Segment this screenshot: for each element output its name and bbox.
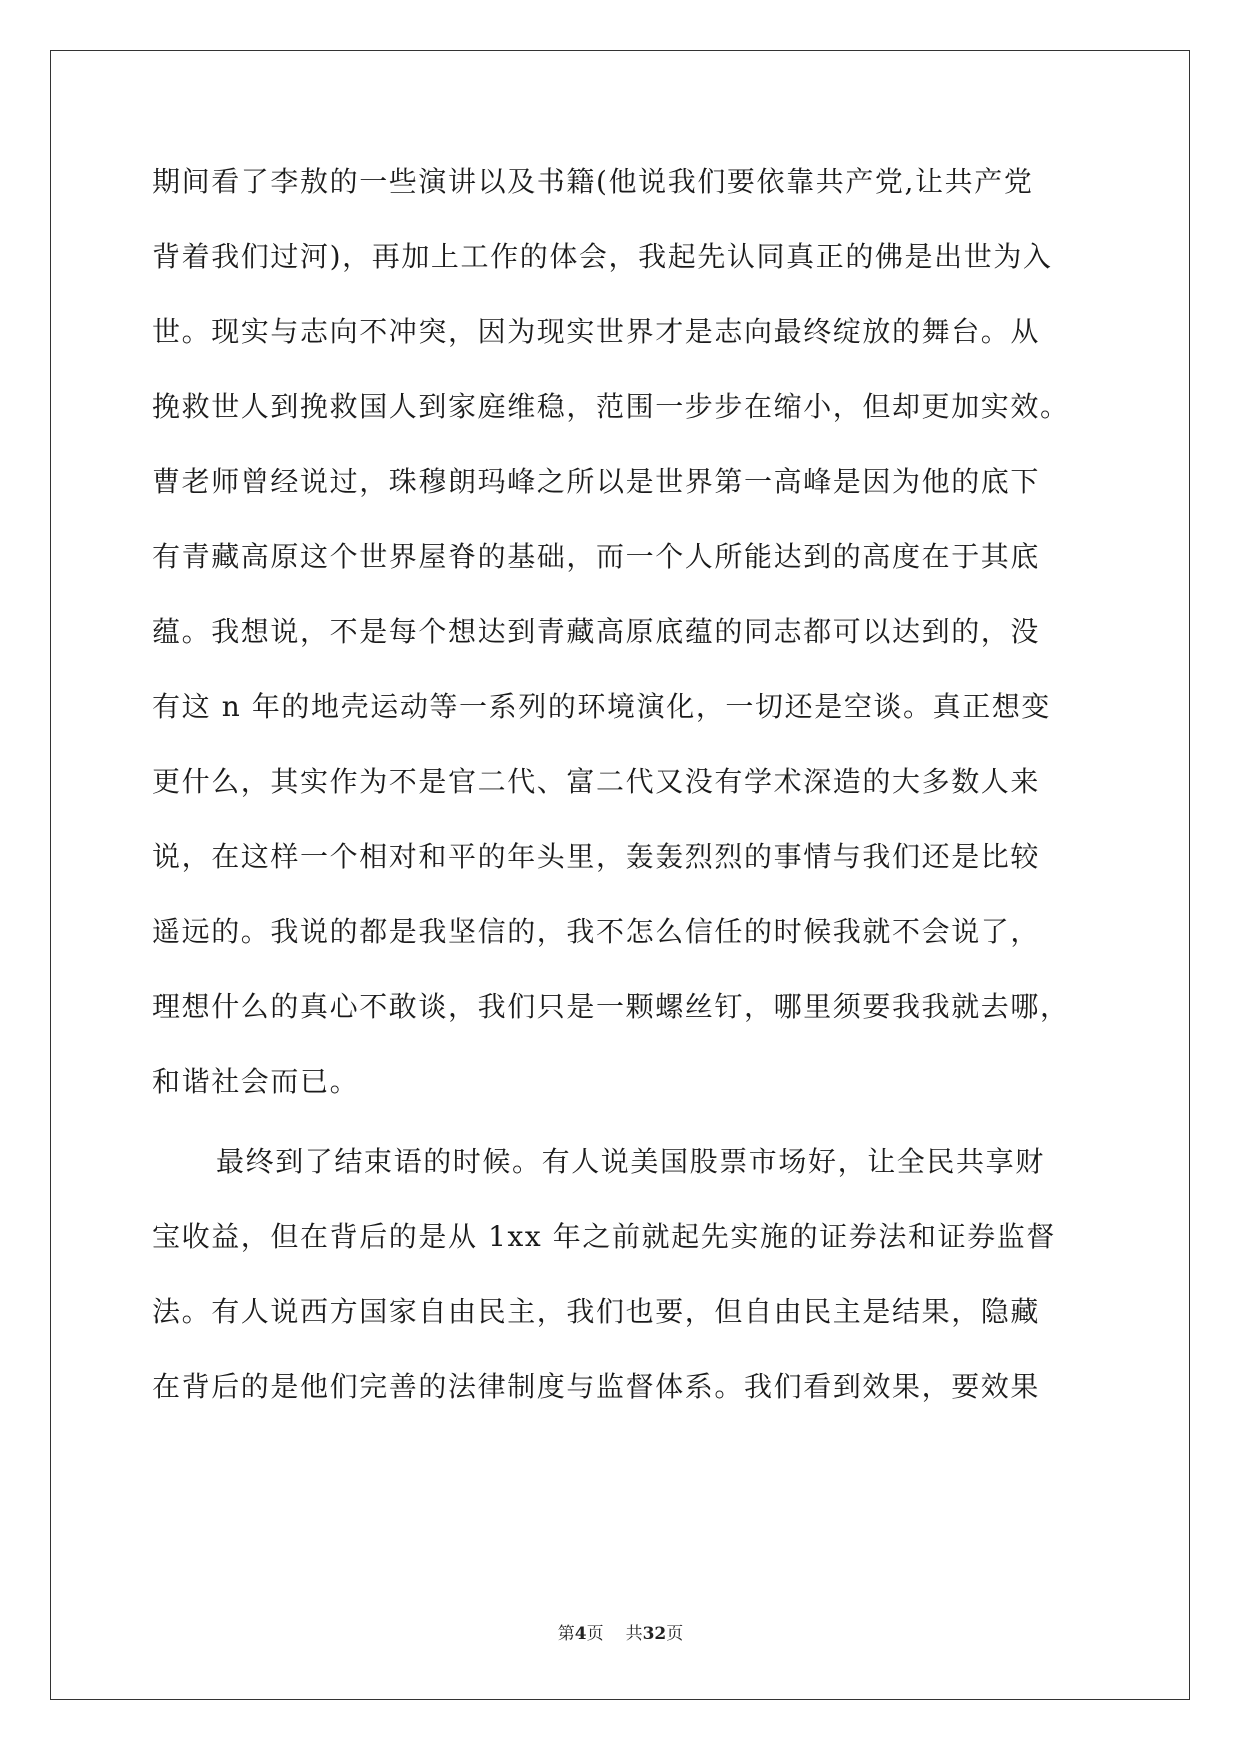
text-line: 遥远的。我说的都是我坚信的，我不怎么信任的时候我就不会说了， bbox=[152, 915, 1041, 948]
paragraph-first-line: 最终到了结束语的时候。有人说美国股票市场好，让全民共享财 bbox=[216, 1145, 1045, 1178]
total-pages: 32 bbox=[642, 1624, 667, 1644]
text-line: 有青藏高原这个世界屋脊的基础，而一个人所能达到的高度在于其底 bbox=[152, 540, 1041, 573]
text-line: 期间看了李敖的一些演讲以及书籍(他说我们要依靠共产党,让共产党 bbox=[152, 165, 1034, 198]
text-line: 在背后的是他们完善的法律制度与监督体系。我们看到效果，要效果 bbox=[152, 1370, 1041, 1403]
total-unit: 页 bbox=[666, 1624, 684, 1644]
text-line: 背着我们过河)，再加上工作的体会，我起先认同真正的佛是出世为入 bbox=[152, 240, 1053, 273]
text-line: 理想什么的真心不敢谈，我们只是一颗螺丝钉，哪里须要我我就去哪， bbox=[152, 990, 1070, 1023]
page-footer bbox=[0, 1622, 1241, 1646]
text-line: 挽救世人到挽救国人到家庭维稳，范围一步步在缩小，但却更加实效。 bbox=[152, 390, 1070, 423]
text-line: 世。现实与志向不冲突，因为现实世界才是志向最终绽放的舞台。从 bbox=[152, 315, 1041, 348]
text-line: 法。有人说西方国家自由民主，我们也要，但自由民主是结果，隐藏 bbox=[152, 1295, 1041, 1328]
text-line: 有这 n 年的地壳运动等一系列的环境演化，一切还是空谈。真正想变 bbox=[152, 690, 1052, 723]
text-line: 和谐社会而已。 bbox=[152, 1065, 360, 1098]
page-number: 4 bbox=[574, 1624, 587, 1644]
page-prefix: 第 bbox=[557, 1624, 575, 1644]
total-prefix: 共 bbox=[625, 1624, 643, 1644]
text-line: 曹老师曾经说过，珠穆朗玛峰之所以是世界第一高峰是因为他的底下 bbox=[152, 465, 1041, 498]
page-unit: 页 bbox=[586, 1624, 604, 1644]
text-line: 宝收益，但在背后的是从 1xx 年之前就起先实施的证券法和证券监督 bbox=[152, 1220, 1057, 1253]
text-line: 说，在这样一个相对和平的年头里，轰轰烈烈的事情与我们还是比较 bbox=[152, 840, 1041, 873]
text-line: 蕴。我想说，不是每个想达到青藏高原底蕴的同志都可以达到的，没 bbox=[152, 615, 1041, 648]
text-line: 更什么，其实作为不是官二代、富二代又没有学术深造的大多数人来 bbox=[152, 765, 1041, 798]
